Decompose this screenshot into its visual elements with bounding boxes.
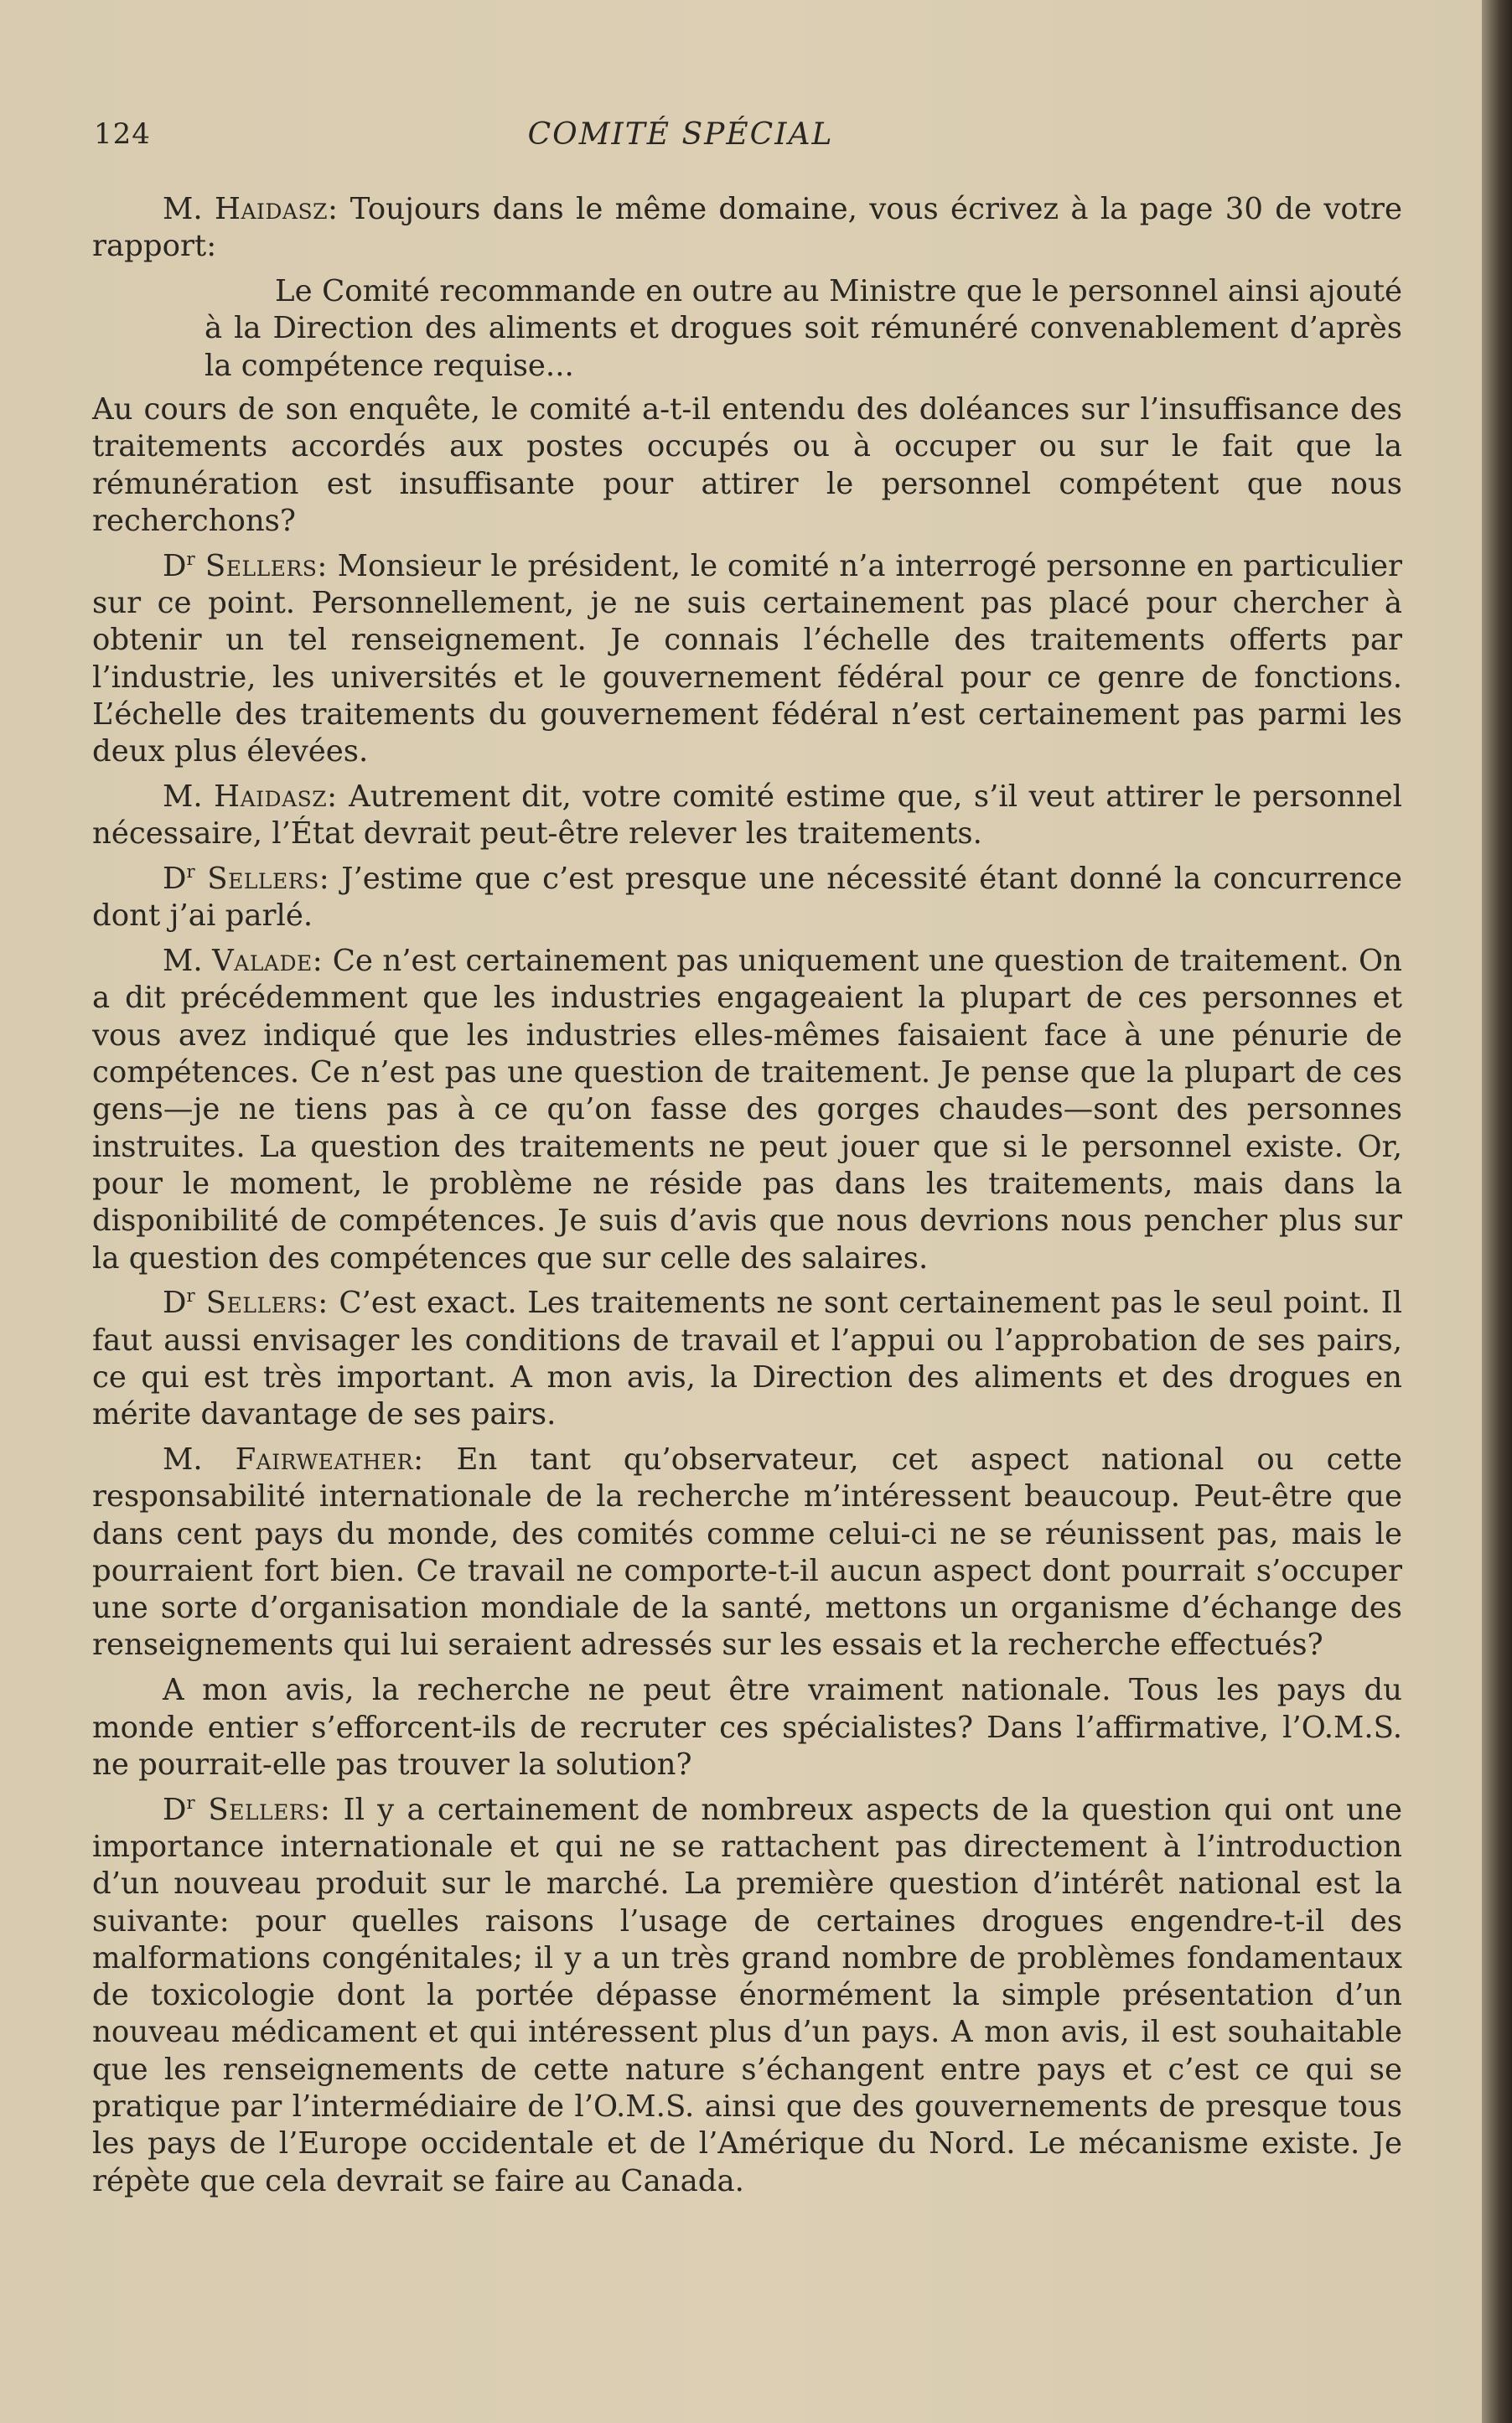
speaker-title-superscript: r (186, 1792, 195, 1814)
speech-paragraph (92, 779, 1402, 853)
speech-paragraph (92, 191, 1402, 266)
speech-paragraph (92, 1442, 1402, 1665)
speaker-name: Sellers: (194, 548, 328, 583)
speaker-title: M. (163, 1442, 236, 1477)
speech-paragraph (92, 548, 1402, 771)
speaker-name: Fairweather: (235, 1442, 424, 1477)
paragraph-text: Autrement dit, votre comité estime que, s’il veut attirer le personnel nécessaire, l’État devrait peut-être relever les traitements. (92, 779, 1402, 852)
speaker-title: M. (163, 192, 215, 226)
speech-paragraph (92, 1285, 1402, 1433)
speaker-name: Valade: (212, 944, 324, 979)
speaker-title-superscript: r (186, 1286, 195, 1307)
paragraph-text: C’est exact. Les traitements ne sont certainement pas le seul point. Il faut aussi envisager les conditions de travail et l’appui ou l’approbation de ses pairs, ce qui est très important. A mon avis, la Direction des aliments et des drogues en mérite davantage de ses pairs. (92, 1286, 1403, 1432)
speaker-name: Sellers: (194, 862, 330, 897)
paragraph-text: Il y a certainement de nombreux aspects de la question qui ont une importance internationale et qui ne se rattachent pas directement à l’introduction d’un nouveau produit sur le marché. La première question d’intérêt national est la suivante: pour quelles raisons l’usage de certaines drogues engendre-t-il des malformations congénitales; il y a un très grand nombre de problèmes fondamentaux de toxicologie dont la portée dépasse énormément la simple présentation d’un nouveau médicament et qui intéressent plus d’un pays. A mon avis, il est souhaitable que les renseignements de cette nature s’échangent entre pays et c’est ce qui se pratique par l’intermédiaire de l’O.M.S. ainsi que des gouvernements de presque tous les pays de l’Europe occidentale et de l’Amérique du Nord. Le mécanisme existe. Je répète que cela devrait se faire au Canada. (92, 1792, 1403, 2198)
speaker-title: M. (163, 779, 215, 814)
speaker-title: M. (163, 944, 213, 979)
page-title: COMITÉ SPÉCIAL (527, 117, 834, 152)
speaker-title-superscript: r (186, 862, 195, 883)
transcript-body (92, 191, 1402, 2208)
paragraph-continuation (92, 391, 1402, 540)
speech-paragraph (92, 1792, 1402, 2200)
paragraph-text: Le Comité recommande en outre au Ministre que le personnel ainsi ajouté à la Direction des aliments et drogues soit rémunéré convenablement d’après la compétence requise... (205, 274, 1402, 383)
page-edge-shadow (1482, 0, 1512, 2423)
speaker-title-superscript: r (186, 548, 195, 570)
paragraph-text: J’estime que c’est presque une nécessité étant donné la concurrence dont j’ai parlé. (92, 862, 1402, 934)
speaker-name: Haidasz: (214, 779, 338, 814)
speaker-name: Sellers: (194, 1286, 329, 1321)
block-quote (205, 273, 1402, 385)
paragraph (92, 1672, 1402, 1784)
speaker-title: D (163, 862, 187, 897)
paragraph-text: A mon avis, la recherche ne peut être vraiment nationale. Tous les pays du monde entier s’efforcent-ils de recruter ces spécialistes? Dans l’affirmative, l’O.M.S. ne pourrait-elle pas trouver la solution? (92, 1673, 1402, 1782)
speaker-name: Sellers: (194, 1792, 331, 1827)
paragraph-text: Monsieur le président, le comité n’a interrogé personne en particulier sur ce point. Personnellement, je ne suis certainement pas placé pour chercher à obtenir un tel renseignement. Je connais l’échelle des traitements offerts par l’industrie, les universités et le gouvernement fédéral pour ce genre de fonctions. L’échelle des traitements du gouvernement fédéral n’est certainement pas parmi les deux plus élevées. (92, 548, 1403, 769)
paragraph-text: Ce n’est certainement pas uniquement une question de traitement. On a dit précédemment que les industries engageaient la plupart de ces personnes et vous avez indiqué que les industries elles-mêmes faisaient face à une pénurie de compétences. Ce n’est pas une question de traitement. Je pense que la plupart de ces gens—je ne tiens pas à ce qu’on fasse des gorges chaudes—sont des personnes instruites. La question des traitements ne peut jouer que si le personnel existe. Or, pour le moment, le problème ne réside pas dans les traitements, mais dans la disponibilité de compétences. Je suis d’avis que nous devrions nous pencher plus sur la question des compétences que sur celle des salaires. (92, 944, 1402, 1276)
paragraph-text: Au cours de son enquête, le comité a-t-il entendu des doléances sur l’insuffisance des traitements accordés aux postes occupés ou à occuper ou sur le fait que la rémunération est insuffisante pour attirer le personnel compétent que nous recherchons? (92, 391, 1402, 538)
running-head (94, 117, 1435, 159)
speech-paragraph (92, 861, 1402, 935)
paragraph-text: Toujours dans le même domaine, vous écrivez à la page 30 de votre rapport: (92, 192, 1402, 264)
speaker-title: D (163, 1792, 187, 1827)
speaker-title: D (163, 548, 187, 583)
speech-paragraph (92, 943, 1402, 1277)
speaker-title: D (163, 1286, 187, 1321)
paragraph-text: En tant qu’observateur, cet aspect national ou cette responsabilité internationale de la recherche m’intéressent beaucoup. Peut-être que dans cent pays du monde, des comités comme celui-ci ne se réunissent pas, mais le pourraient fort bien. Ce travail ne comporte-t-il aucun aspect dont pourrait s’occuper une sorte d’organisation mondiale de la santé, mettons un organisme d’échange des renseignements qui lui seraient adressés sur les essais et la recherche effectués? (92, 1442, 1402, 1663)
page-number: 124 (94, 117, 151, 151)
speaker-name: Haidasz: (214, 192, 339, 226)
